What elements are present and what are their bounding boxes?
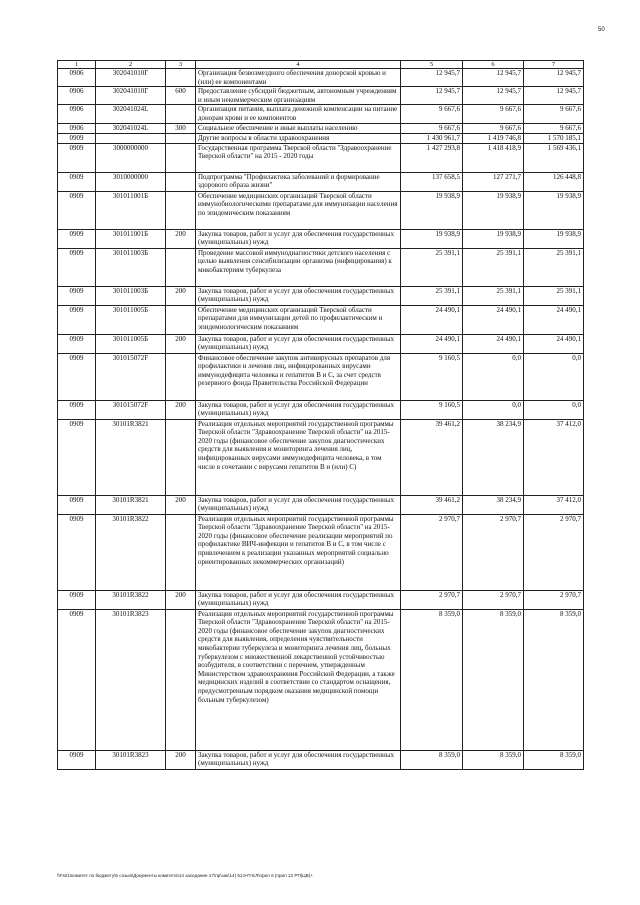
cell-amount-year-3: 1 570 185,1 xyxy=(524,133,584,143)
cell-amount-year-1: 9 160,5 xyxy=(401,353,463,400)
cell-description: Закупка товаров, работ и услуг для обеспечения государственных (муниципальных) нужд xyxy=(196,495,401,514)
cell-description: Обеспечение медицинских организаций Тверской области препаратами для иммунизации детей по профилактическим и эпидемиологическим показаниям xyxy=(196,305,401,334)
cell-section-code: 0909 xyxy=(58,750,96,769)
cell-target-article: 301011003Б xyxy=(96,248,166,286)
cell-amount-year-2: 19 938,9 xyxy=(463,191,524,229)
cell-expense-type xyxy=(166,419,196,495)
cell-description: Организация питания, выплата денежной компенсации на питание донорам крови и ее компонентов xyxy=(196,105,401,124)
cell-target-article: 30101R3822 xyxy=(96,590,166,609)
cell-amount-year-3: 0,0 xyxy=(524,400,584,419)
cell-amount-year-2: 25 391,1 xyxy=(463,286,524,305)
table-row xyxy=(58,248,584,286)
cell-amount-year-2: 8 359,0 xyxy=(463,609,524,750)
cell-amount-year-2: 38 234,9 xyxy=(463,419,524,495)
cell-amount-year-3: 0,0 xyxy=(524,353,584,400)
table-row xyxy=(58,87,584,105)
cell-amount-year-3: 8 359,0 xyxy=(524,609,584,750)
table-row xyxy=(58,419,584,495)
cell-expense-type: 200 xyxy=(166,400,196,419)
cell-amount-year-2: 1 418 418,9 xyxy=(463,143,524,172)
cell-description: Закупка товаров, работ и услуг для обеспечения государственных (муниципальных) нужд xyxy=(196,229,401,248)
table-row xyxy=(58,172,584,191)
header-cell-1: 1 xyxy=(58,61,96,69)
cell-target-article: 301011005Б xyxy=(96,334,166,353)
cell-description: Закупка товаров, работ и услуг для обеспечения государственных (муниципальных) нужд xyxy=(196,400,401,419)
cell-amount-year-1: 1 430 961,7 xyxy=(401,133,463,143)
budget-table xyxy=(57,60,584,770)
table-row xyxy=(58,609,584,750)
cell-amount-year-2: 9 667,6 xyxy=(463,124,524,134)
cell-amount-year-3: 19 938,9 xyxy=(524,191,584,229)
cell-description: Организация безвозмездного обеспечения донорской кровью и (или) ее компонентами xyxy=(196,69,401,87)
cell-target-article: 30101R3822 xyxy=(96,514,166,590)
cell-target-article: 302041024L xyxy=(96,105,166,124)
cell-expense-type: 300 xyxy=(166,124,196,134)
cell-expense-type xyxy=(166,248,196,286)
cell-amount-year-1: 8 359,0 xyxy=(401,750,463,769)
header-cell-2: 2 xyxy=(96,61,166,69)
cell-description: Финансовое обеспечение закупок антивирусных препаратов для профилактики и лечения лиц, инфицированных вирусами иммунодефицита человека и гепатитов В и С, за счет средств резервного фонда Правительства Российской Федерации xyxy=(196,353,401,400)
table-row xyxy=(58,334,584,353)
cell-description: Подпрограмма "Профилактика заболеваний и формирование здорового образа жизни" xyxy=(196,172,401,191)
cell-expense-type: 200 xyxy=(166,229,196,248)
cell-target-article: 301011001Б xyxy=(96,191,166,229)
cell-amount-year-1: 12 945,7 xyxy=(401,87,463,105)
cell-amount-year-2: 24 490,1 xyxy=(463,334,524,353)
cell-amount-year-2: 12 945,7 xyxy=(463,69,524,87)
cell-target-article: 301015072F xyxy=(96,353,166,400)
cell-amount-year-1: 2 970,7 xyxy=(401,590,463,609)
cell-amount-year-1: 25 391,1 xyxy=(401,286,463,305)
cell-amount-year-1: 24 490,1 xyxy=(401,334,463,353)
table-header-row xyxy=(58,61,584,69)
table-row xyxy=(58,590,584,609)
table-row xyxy=(58,353,584,400)
cell-description: Проведение массовой иммунодиагностики детского населения с целью выявления сенсибилизации организма (инфицирования) к микобактериям туберкулеза xyxy=(196,248,401,286)
table-row xyxy=(58,191,584,229)
header-cell-3: 3 xyxy=(166,61,196,69)
cell-section-code: 0909 xyxy=(58,305,96,334)
table-row xyxy=(58,133,584,143)
cell-amount-year-2: 127 271,7 xyxy=(463,172,524,191)
cell-amount-year-3: 25 391,1 xyxy=(524,248,584,286)
cell-target-article: 30101R3821 xyxy=(96,495,166,514)
cell-target-article: 30101R3823 xyxy=(96,609,166,750)
cell-description: Реализация отдельных мероприятий государственной программы Тверской области "Здравоохранение Тверской области" на 2015-2020 годы (финансовое обеспечение закупок диагностических средств для выявления и мониторинга лечения лиц, инфицированных вирусами иммунодефицита человека, в том числе в сочетании с вирусами гепатитов В и (или) С) xyxy=(196,419,401,495)
cell-description: Реализация отдельных мероприятий государственной программы Тверской области "Здравоохранение Тверской области" на 2015-2020 годы (финансовое обеспечение реализации мероприятий по профилактике ВИЧ-инфекции и гепатитов В и С, в том числе с привлечением к реализации указанных мероприятий социально ориентированных некоммерческих организаций) xyxy=(196,514,401,590)
cell-description: Предоставление субсидий бюджетным, автономным учреждениям и иным некоммерческим организациям xyxy=(196,87,401,105)
cell-amount-year-1: 19 938,9 xyxy=(401,229,463,248)
cell-target-article: 301015072F xyxy=(96,400,166,419)
cell-amount-year-1: 19 938,9 xyxy=(401,191,463,229)
cell-section-code: 0909 xyxy=(58,400,96,419)
cell-section-code: 0906 xyxy=(58,87,96,105)
cell-expense-type: 200 xyxy=(166,590,196,609)
cell-section-code: 0909 xyxy=(58,191,96,229)
cell-amount-year-1: 24 490,1 xyxy=(401,305,463,334)
cell-section-code: 0909 xyxy=(58,172,96,191)
table-row xyxy=(58,286,584,305)
table-row xyxy=(58,305,584,334)
header-cell-7: 7 xyxy=(524,61,584,69)
cell-section-code: 0909 xyxy=(58,286,96,305)
cell-expense-type xyxy=(166,609,196,750)
cell-description: Закупка товаров, работ и услуг для обеспечения государственных (муниципальных) нужд xyxy=(196,334,401,353)
cell-amount-year-1: 39 461,2 xyxy=(401,495,463,514)
cell-target-article: 301011005Б xyxy=(96,305,166,334)
cell-amount-year-3: 24 490,1 xyxy=(524,334,584,353)
cell-amount-year-2: 38 234,9 xyxy=(463,495,524,514)
table-row xyxy=(58,495,584,514)
cell-section-code: 0909 xyxy=(58,609,96,750)
cell-amount-year-2: 9 667,6 xyxy=(463,105,524,124)
cell-description: Государственная программа Тверской области "Здравоохранение Тверской области" на 2015 - 2020 годы xyxy=(196,143,401,172)
cell-section-code: 0909 xyxy=(58,495,96,514)
cell-section-code: 0909 xyxy=(58,590,96,609)
cell-target-article: 302041010Г xyxy=(96,69,166,87)
table-row xyxy=(58,143,584,172)
table-row xyxy=(58,124,584,134)
cell-section-code: 0906 xyxy=(58,105,96,124)
cell-section-code: 0909 xyxy=(58,133,96,143)
cell-amount-year-3: 12 945,7 xyxy=(524,87,584,105)
cell-amount-year-2: 25 391,1 xyxy=(463,248,524,286)
cell-expense-type: 200 xyxy=(166,286,196,305)
cell-amount-year-1: 8 359,0 xyxy=(401,609,463,750)
cell-amount-year-3: 12 945,7 xyxy=(524,69,584,87)
cell-expense-type: 200 xyxy=(166,750,196,769)
cell-amount-year-1: 9 160,5 xyxy=(401,400,463,419)
cell-amount-year-3: 37 412,0 xyxy=(524,419,584,495)
cell-expense-type xyxy=(166,514,196,590)
cell-description: Обеспечение медицинских организаций Тверской области иммунобиологическими препаратами для иммунизации населения по эпидемическим показаниям xyxy=(196,191,401,229)
cell-section-code: 0906 xyxy=(58,69,96,87)
table-row xyxy=(58,105,584,124)
cell-expense-type xyxy=(166,143,196,172)
cell-target-article: 30101R3823 xyxy=(96,750,166,769)
cell-amount-year-3: 9 667,6 xyxy=(524,124,584,134)
cell-target-article: 301011003Б xyxy=(96,286,166,305)
cell-section-code: 0906 xyxy=(58,124,96,134)
cell-amount-year-2: 1 419 746,8 xyxy=(463,133,524,143)
cell-expense-type xyxy=(166,133,196,143)
page-number: 50 xyxy=(598,27,605,33)
table-row xyxy=(58,69,584,87)
file-path-footer: \\Fs01\комитет по бюджету\6 созыв\Документы комитета\14 заседание 17\пр\зак\14) 51Э-П-ЕЛ\прил 6 (прил 12 РП)ЦВ)+ xyxy=(57,873,313,878)
table-row xyxy=(58,514,584,590)
cell-description: Реализация отдельных мероприятий государственной программы Тверской области "Здравоохранение Тверской области" на 2015-2020 годы (финансовое обеспечение закупок диагностических средств для выявления, определения чувствительности микобактерии туберкулеза и мониторинга лечения лиц, больных туберкулезом с множественной лекарственной устойчивостью возбудителя, в соответствии с перечнем, утвержденным Министерством здравоохранения Российской Федерации, а также медицинских изделий в соответствии со стандартом оснащения, предусмотренным порядком оказания медицинской помощи больным туберкулезом) xyxy=(196,609,401,750)
cell-expense-type xyxy=(166,305,196,334)
cell-amount-year-3: 25 391,1 xyxy=(524,286,584,305)
cell-expense-type xyxy=(166,353,196,400)
cell-target-article: 3010000000 xyxy=(96,172,166,191)
cell-amount-year-1: 12 945,7 xyxy=(401,69,463,87)
table-row xyxy=(58,750,584,769)
cell-amount-year-3: 37 412,0 xyxy=(524,495,584,514)
cell-amount-year-1: 25 391,1 xyxy=(401,248,463,286)
cell-target-article: 302041010Г xyxy=(96,87,166,105)
cell-section-code: 0909 xyxy=(58,334,96,353)
cell-amount-year-2: 0,0 xyxy=(463,353,524,400)
cell-amount-year-2: 12 945,7 xyxy=(463,87,524,105)
cell-target-article: 301011001Б xyxy=(96,229,166,248)
cell-amount-year-2: 24 490,1 xyxy=(463,305,524,334)
cell-expense-type: 200 xyxy=(166,334,196,353)
cell-target-article: 3000000000 xyxy=(96,143,166,172)
cell-section-code: 0909 xyxy=(58,248,96,286)
cell-expense-type xyxy=(166,69,196,87)
cell-amount-year-2: 8 359,0 xyxy=(463,750,524,769)
header-cell-5: 5 xyxy=(401,61,463,69)
cell-amount-year-1: 137 658,5 xyxy=(401,172,463,191)
header-cell-4: 4 xyxy=(196,61,401,69)
cell-target-article xyxy=(96,133,166,143)
table-row xyxy=(58,400,584,419)
cell-amount-year-3: 126 448,8 xyxy=(524,172,584,191)
cell-amount-year-2: 2 970,7 xyxy=(463,514,524,590)
cell-amount-year-2: 0,0 xyxy=(463,400,524,419)
cell-section-code: 0909 xyxy=(58,143,96,172)
cell-description: Другие вопросы в области здравоохранения xyxy=(196,133,401,143)
cell-expense-type xyxy=(166,105,196,124)
cell-description: Социальное обеспечение и иные выплаты населению xyxy=(196,124,401,134)
cell-amount-year-1: 9 667,6 xyxy=(401,124,463,134)
cell-section-code: 0909 xyxy=(58,353,96,400)
cell-expense-type: 600 xyxy=(166,87,196,105)
cell-amount-year-2: 19 938,9 xyxy=(463,229,524,248)
header-cell-6: 6 xyxy=(463,61,524,69)
cell-amount-year-1: 1 427 293,8 xyxy=(401,143,463,172)
cell-amount-year-3: 2 970,7 xyxy=(524,514,584,590)
table-body xyxy=(58,61,584,770)
cell-section-code: 0909 xyxy=(58,419,96,495)
cell-amount-year-3: 8 359,0 xyxy=(524,750,584,769)
cell-target-article: 302041024L xyxy=(96,124,166,134)
cell-expense-type: 200 xyxy=(166,495,196,514)
cell-expense-type xyxy=(166,172,196,191)
cell-amount-year-3: 2 970,7 xyxy=(524,590,584,609)
cell-description: Закупка товаров, работ и услуг для обеспечения государственных (муниципальных) нужд xyxy=(196,750,401,769)
cell-amount-year-3: 19 938,9 xyxy=(524,229,584,248)
cell-section-code: 0909 xyxy=(58,514,96,590)
cell-amount-year-1: 39 461,2 xyxy=(401,419,463,495)
cell-amount-year-1: 2 970,7 xyxy=(401,514,463,590)
cell-expense-type xyxy=(166,191,196,229)
table-row xyxy=(58,229,584,248)
cell-amount-year-2: 2 970,7 xyxy=(463,590,524,609)
cell-description: Закупка товаров, работ и услуг для обеспечения государственных (муниципальных) нужд xyxy=(196,286,401,305)
cell-amount-year-3: 24 490,1 xyxy=(524,305,584,334)
cell-amount-year-3: 1 569 436,1 xyxy=(524,143,584,172)
cell-section-code: 0909 xyxy=(58,229,96,248)
cell-amount-year-3: 9 667,6 xyxy=(524,105,584,124)
cell-description: Закупка товаров, работ и услуг для обеспечения государственных (муниципальных) нужд xyxy=(196,590,401,609)
cell-amount-year-1: 9 667,6 xyxy=(401,105,463,124)
cell-target-article: 30101R3821 xyxy=(96,419,166,495)
